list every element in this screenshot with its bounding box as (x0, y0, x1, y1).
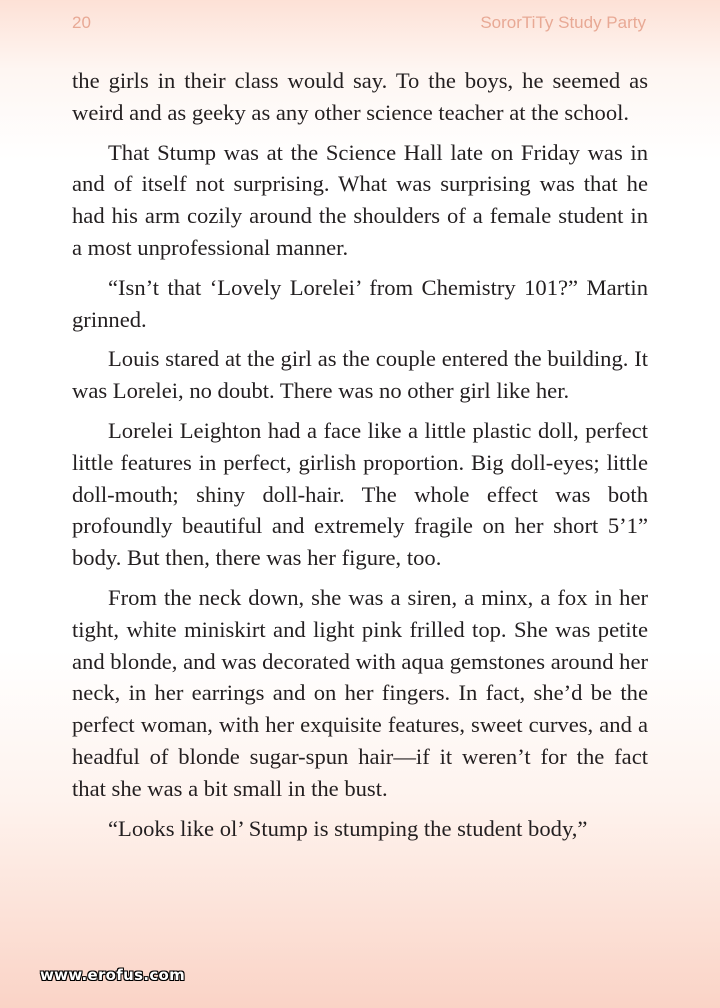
paragraph-2: That Stump was at the Science Hall late on Friday was in and of itself not surprising. What was surprising was that he had his arm cozily around the shoulders of a female student in a most unprofessional manner. (72, 139, 648, 260)
body-text (72, 65, 648, 852)
paragraph-3: “Isn’t that ‘Lovely Lorelei’ from Chemistry 101?” Martin grinned. (72, 274, 648, 332)
paragraph-7: “Looks like ol’ Stump is stumping the student body,” (108, 815, 588, 841)
paragraph-5: Lorelei Leighton had a face like a little plastic doll, perfect little features in perfect, girlish proportion. Big doll-eyes; little doll-mouth; shiny doll-hair. The whole effect was both profoundly beautiful and extremely fragile on her short 5’1” body. But then, there was her figure, too. (72, 417, 648, 571)
paragraph-4: Louis stared at the girl as the couple entered the building. It was Lorelei, no doubt. There was no other girl like her. (72, 346, 648, 404)
running-title: SororTiTy Study Party (480, 13, 646, 32)
paragraph-6: From the neck down, she was a siren, a minx, a fox in her tight, white miniskirt and light pink frilled top. She was petite and blonde, and was decorated with aqua gemstones around her neck, in her earrings and on her fingers. In fact, she’d be the perfect woman, with her exquisite features, sweet curves, and a headful of blonde sugar-spun hair—if it weren’t for the fact that she was a bit small in the bust. (72, 584, 648, 801)
paragraph-1: the girls in their class would say. To the boys, he seemed as weird and as geeky as any other science teacher at the school. (72, 68, 648, 125)
watermark: www.erofus.com (40, 966, 186, 984)
page-number: 20 (72, 13, 91, 32)
